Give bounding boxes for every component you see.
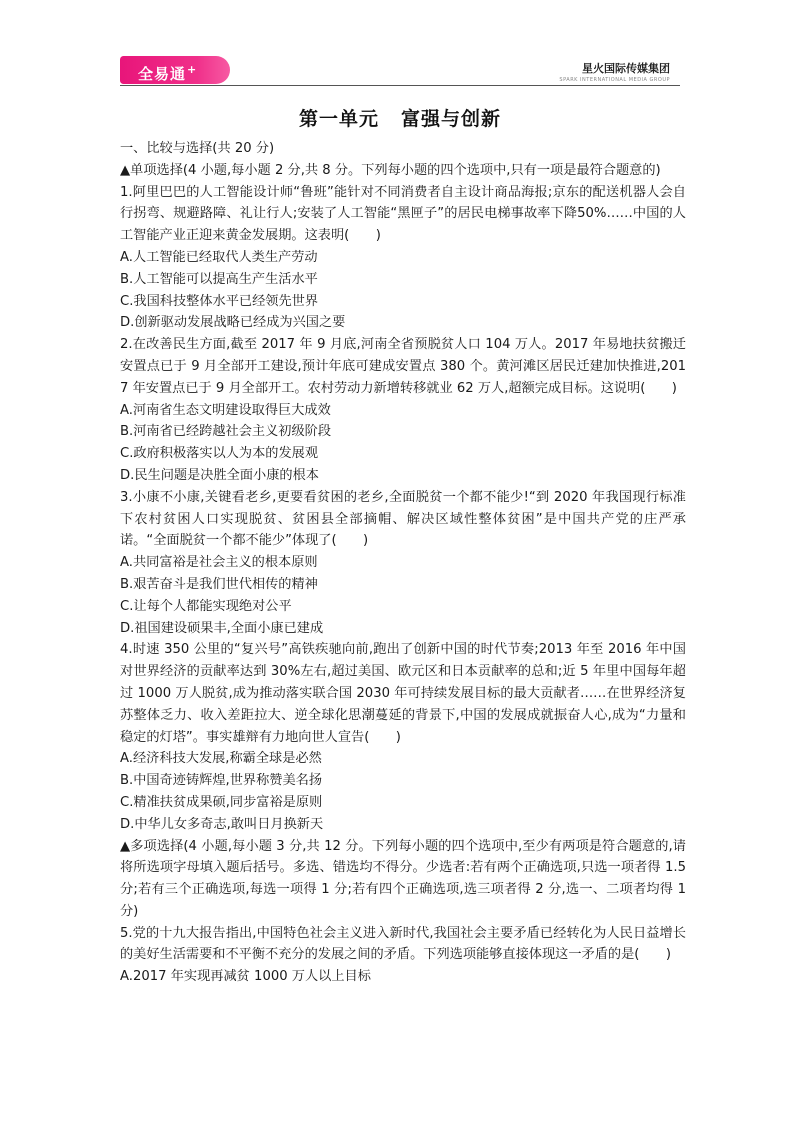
question-1-stem: 1.阿里巴巴的人工智能设计师“鲁班”能针对不同消费者自主设计商品海报;京东的配送机器人会自行拐弯、规避路障、礼让行人;安装了人工智能“黑匣子”的居民电梯事故率下降50%……中国的人工智能产业正迎来黄金发展期。这表明( ): [120, 184, 686, 244]
question-1-option-a: A.人工智能已经取代人类生产劳动: [120, 249, 318, 265]
question-4-option-d: D.中华儿女多奇志,敢叫日月换新天: [120, 816, 324, 832]
question-4-option-a: A.经济科技大发展,称霸全球是必然: [120, 751, 322, 767]
question-1-option-b: B.人工智能可以提高生产生活水平: [120, 271, 318, 287]
section-heading: 一、比较与选择(共 20 分): [120, 141, 275, 156]
question-4-stem: 4.时速 350 公里的“复兴号”高铁疾驰向前,跑出了创新中国的时代节奏;2013 年至 2016 年中国对世界经济的贡献率达到 30%左右,超过美国、欧元区和日本贡献率的总和;近 5 年里中国每年超过 1000 万人脱贫,成为推动落实联合国 2030 年可持续发展目标的最大贡献者……在世界经济复苏整体乏力、收入差距拉大、逆全球化思潮蔓延的背景下,中国的发展成就振奋人心,成为“力量和稳定的灯塔”。事实雄辩有力地向世人宣告( ): [120, 642, 686, 745]
question-3-stem: 3.小康不小康,关键看老乡,更要看贫困的老乡,全面脱贫一个都不能少!“到 2020 年我国现行标准下农村贫困人口实现脱贫、贫困县全部摘帽、解决区域性整体贫困”是中国共产党的庄严承诺。“全面脱贫一个都不能少”体现了( ): [120, 489, 686, 549]
publisher-brand: [559, 60, 670, 83]
question-3-option-b: B.艰苦奋斗是我们世代相传的精神: [120, 576, 318, 592]
publisher-name: 星火国际传媒集团: [582, 62, 670, 75]
question-4-option-b: B.中国奇迹铸辉煌,世界称赞美名扬: [120, 773, 323, 789]
question-3-option-a: A.共同富裕是社会主义的根本原则: [120, 555, 318, 571]
page-header: [0, 0, 800, 90]
question-1-option-c: C.我国科技整体水平已经领先世界: [120, 293, 319, 309]
question-1-option-d: D.创新驱动发展战略已经成为兴国之要: [120, 315, 346, 331]
question-2-option-a: A.河南省生态文明建设取得巨大成效: [120, 402, 331, 418]
question-2-option-c: C.政府积极落实以人为本的发展观: [120, 446, 319, 462]
document-body: [120, 138, 686, 988]
question-3-option-d: D.祖国建设硕果丰,全面小康已建成: [120, 620, 324, 636]
question-5-option-a: A.2017 年实现再减贫 1000 万人以上目标: [120, 969, 371, 985]
question-5-stem: 5.党的十九大报告指出,中国特色社会主义进入新时代,我国社会主要矛盾已经转化为人民日益增长的美好生活需要和不平衡不充分的发展之间的矛盾。下列选项能够直接体现这一矛盾的是( ): [120, 925, 686, 963]
question-2-option-d: D.民生问题是决胜全面小康的根本: [120, 467, 319, 483]
question-4-option-c: C.精准扶贫成果硕,同步富裕是原则: [120, 794, 323, 810]
question-2-option-b: B.河南省已经跨越社会主义初级阶段: [120, 424, 332, 440]
question-2-stem: 2.在改善民生方面,截至 2017 年 9 月底,河南全省预脱贫人口 104 万人。2017 年易地扶贫搬迁安置点已于 9 月全部开工建设,预计年底可建成安置点 380 个。黄河滩区居民迁建加快推进,2017 年安置点已于 9 月全部开工。农村劳动力新增转移就业 62 万人,超额完成目标。这说明( ): [120, 337, 686, 396]
brand-logo: 全易通+: [120, 56, 230, 84]
multiple-choice-instructions: ▲多项选择(4 小题,每小题 3 分,共 12 分。下列每小题的四个选项中,至少有两项是符合题意的,请将所选项字母填入题后括号。多选、错选均不得分。少选者:若有两个正确选项,只选一项者得 1.5 分;若有三个正确选项,每选一项得 1 分;若有四个正确选项,选三项者得 2 分,选一、二项者均得 1 分): [120, 838, 686, 919]
question-3-option-c: C.让每个人都能实现绝对公平: [120, 598, 292, 614]
page-title: 第一单元 富强与创新: [298, 108, 502, 130]
single-choice-instructions: ▲单项选择(4 小题,每小题 2 分,共 8 分。下列每小题的四个选项中,只有一项是最符合题意的): [120, 162, 661, 178]
header-divider: [120, 85, 680, 86]
publisher-name-en: SPARK INTERNATIONAL MEDIA GROUP: [559, 77, 670, 83]
